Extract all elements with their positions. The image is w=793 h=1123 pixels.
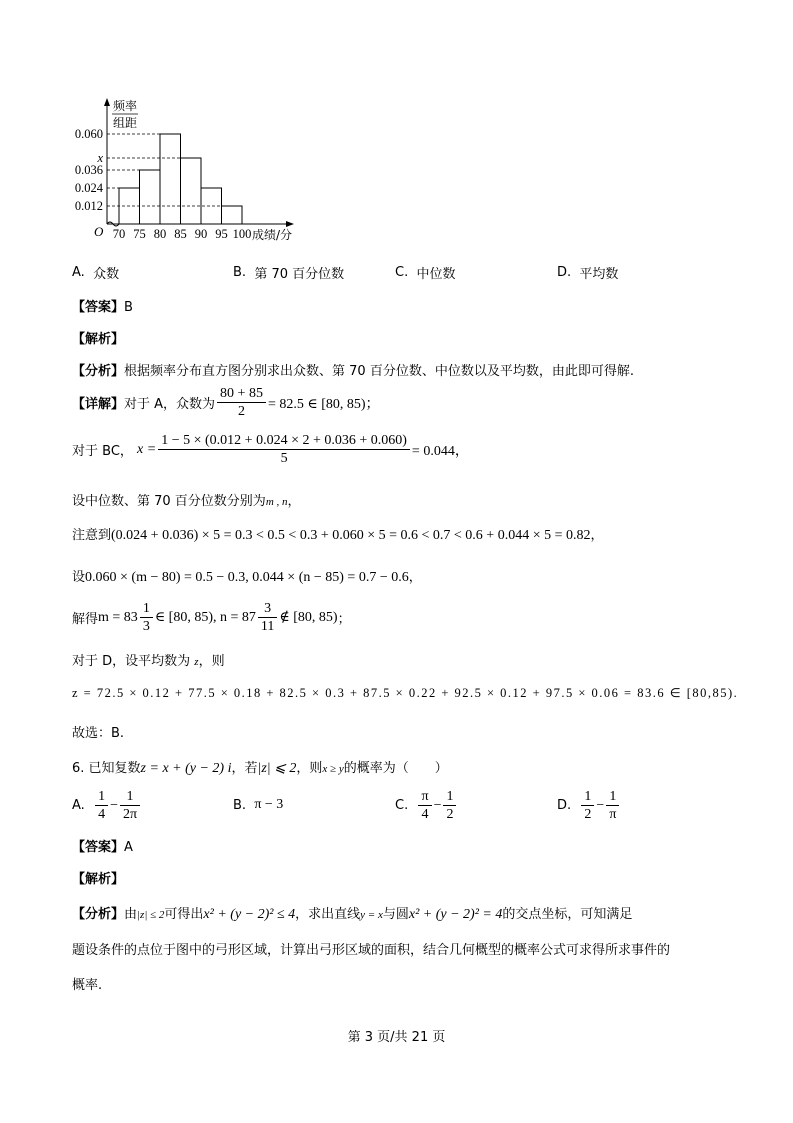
y-tick-label: 0.012 [74,199,103,213]
q5-analysis-tag: 【解析】 [72,332,125,347]
x-tick-label: 80 [153,227,167,241]
x-axis-label: 成绩/分 [252,228,293,242]
q6-option-a: A. $\frac{1}{4}$ − $\frac{1}{2\pi}$ [72,788,142,823]
histogram-bar [181,158,202,224]
q5-detail-bc: 对于 BC， x = $\frac{1 - 5 \times (0.012 + 0.024 \times 2 + 0.036 + 0.060)}{5}$ = 0.044， [72,433,469,466]
q6-fenxi-line1: 【分析】由|z| ≤ 2可得出x² + (y − 2)² ≤ 4，求出直线y = x与圆x² + (y − 2)² = 4的交点坐标，可知满足 [72,907,633,922]
histogram-marks [75,98,294,242]
q5-set-vars: 设中位数、第 70 百分位数分别为m , n， [72,494,301,509]
y-tick-label: 0.024 [74,181,103,195]
x-tick-label: 100 [232,227,252,241]
q6-option-d: D. $\frac{1}{2}$ − $\frac{1}{\pi}$ [557,788,621,823]
q5-mean-formula: z = 72.5 × 0.12 + 77.5 × 0.18 + 82.5 × 0.3 + 87.5 × 0.22 + 92.5 × 0.12 + 97.5 × 0.06 = 83.6 ∈ [80,85). [72,686,739,700]
q5-fenxi: 【分析】根据频率分布直方图分别求出众数、第 70 百分位数、中位数以及平均数，由此即可得解. [72,364,634,379]
origin-label: O [94,224,104,239]
q5-solve: 解得 m = 83 $\frac{1}{3}$ ∈ [80, 85), n = 87 $\frac{3}{11}$ ∉ [80, 85) ； [72,601,351,634]
y-axis-label-top: 频率 [113,99,138,113]
x-tick-label: 70 [112,227,126,241]
q5-answer: 【答案】B [72,300,133,315]
q5-option-a: A. 众数 [72,265,120,282]
q5-d-line: 对于 D，设平均数为 z，则 [72,654,225,669]
q6-stem: 6. 已知复数z = x + (y − 2) i，若|z| ⩽ 2，则x ≥ y的概率为（ ） [72,761,448,776]
x-tick-label: 90 [194,227,208,241]
q5-option-d: D. 平均数 [557,265,619,282]
q5-choose: 故选：B. [72,726,125,741]
q6-analysis-tag: 【解析】 [72,872,125,887]
page-footer: 第 3 页/共 21 页 [347,1030,446,1045]
x-tick-label: 85 [174,227,187,241]
histogram-bar [160,134,181,224]
y-axis-arrow [104,98,110,106]
q6-option-b: B. π − 3 [233,797,284,813]
q5-option-c: C. 中位数 [395,265,456,282]
y-axis-label-bottom: 组距 [113,116,138,130]
x-axis-arrow [286,221,294,227]
y-tick-label: 0.060 [74,127,103,141]
histogram-bar [222,206,243,224]
x-tick-label: 95 [215,227,228,241]
frequency-histogram [60,92,300,252]
q5-detail-a: 【详解】 对于 A，众数为 $\frac{80 + 85}{2}$ = 82.5 ∈ [80, 85)； [72,386,380,419]
q5-note: 注意到(0.024 + 0.036) × 5 = 0.3 < 0.5 < 0.3 + 0.060 × 5 = 0.6 < 0.7 < 0.6 + 0.044 × 5 = 0.82， [72,528,604,543]
y-tick-label: 0.036 [74,163,103,177]
y-tick-label: x [97,151,103,165]
q5-set-eq: 设0.060 × (m − 80) = 0.5 − 0.3, 0.044 × (n − 85) = 0.7 − 0.6， [72,570,422,585]
x-tick-label: 75 [133,227,146,241]
q6-fenxi-line3: 概率. [72,978,103,993]
q5-option-b: B. 第 70 百分位数 [233,265,345,282]
q6-answer: 【答案】A [72,840,133,855]
q6-fenxi-line2: 题设条件的点位于图中的弓形区域，计算出弓形区域的面积，结合几何概型的概率公式可求得所求事件的 [72,943,671,958]
histogram-bar [140,170,161,224]
q6-option-c: C. $\frac{\pi}{4}$ − $\frac{1}{2}$ [395,788,458,823]
